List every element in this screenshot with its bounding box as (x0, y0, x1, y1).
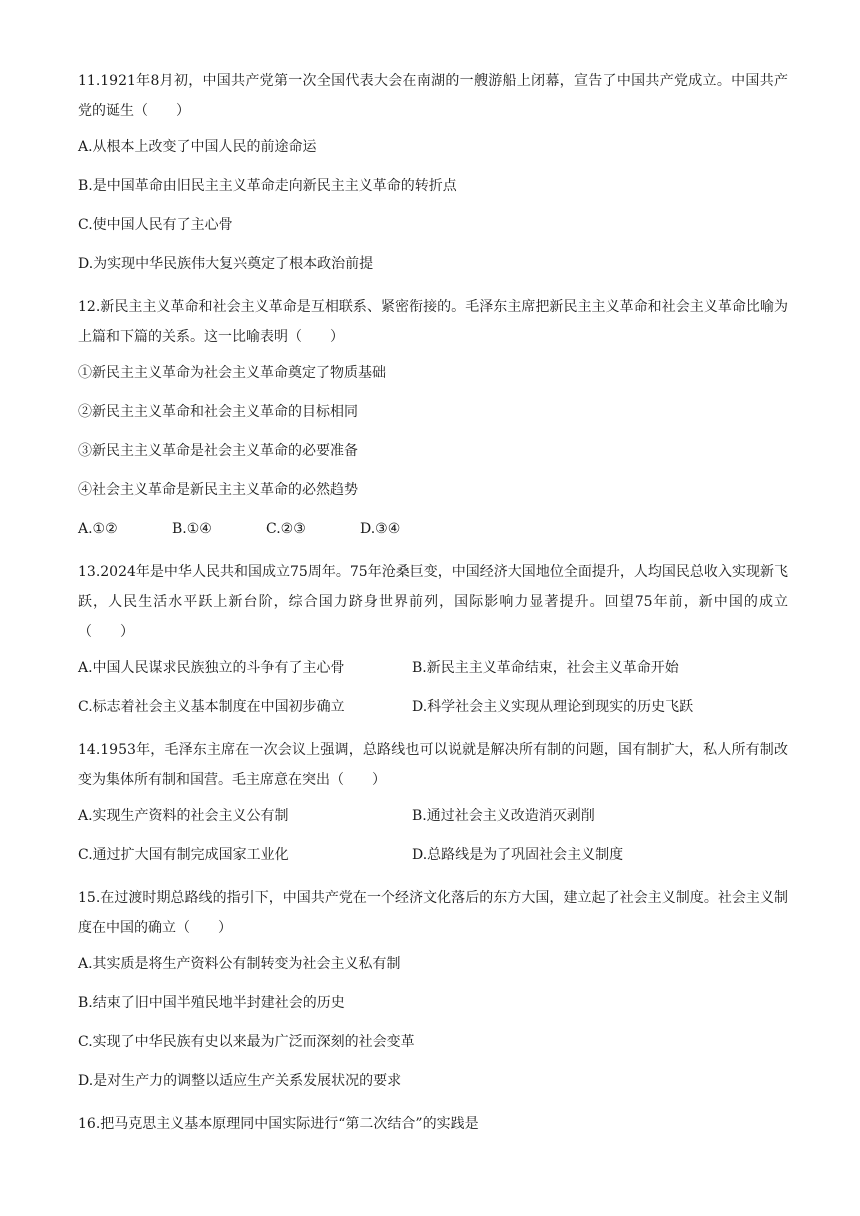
options-row (78, 657, 788, 679)
option-a: A.其实质是将生产资料公有制转变为社会主义私有制 (78, 956, 401, 972)
statement-2: ②新民主主义革命和社会主义革命的目标相同 (78, 404, 358, 420)
question-14 (78, 735, 788, 866)
question-12 (78, 292, 788, 540)
option-c: C.实现了中华民族有史以来最为广泛而深刻的社会变革 (78, 1034, 415, 1050)
question-stem: 16.把马克思主义基本原理同中国实际进行“第二次结合”的实践是 (78, 1116, 479, 1132)
option-a: A.从根本上改变了中国人民的前途命运 (78, 139, 317, 155)
option-b: B.新民主主义革命结束，社会主义革命开始 (412, 660, 679, 676)
options-row (78, 805, 788, 827)
question-16 (78, 1109, 788, 1139)
question-stem: 11.1921年8月初，中国共产党第一次全国代表大会在南湖的一艘游船上闭幕，宣告了中国共产党成立。中国共产党的诞生（ ） (78, 73, 788, 119)
option-b: B.是中国革命由旧民主主义革命走向新民主主义革命的转折点 (78, 178, 457, 194)
question-stem: 12.新民主主义革命和社会主义革命是互相联系、紧密衔接的。毛泽东主席把新民主主义革命和社会主义革命比喻为上篇和下篇的关系。这一比喻表明（ ） (78, 299, 788, 345)
statement-3: ③新民主主义革命是社会主义革命的必要准备 (78, 443, 358, 459)
option-d: D.总路线是为了巩固社会主义制度 (412, 847, 624, 863)
option-a: A.①② (78, 521, 118, 537)
option-d: D.科学社会主义实现从理论到现实的历史飞跃 (412, 699, 694, 715)
option-b: B.结束了旧中国半殖民地半封建社会的历史 (78, 995, 345, 1011)
option-c: C.标志着社会主义基本制度在中国初步确立 (78, 699, 345, 715)
options-row (78, 696, 788, 718)
option-b: B.①④ (172, 521, 212, 537)
option-a: A.实现生产资料的社会主义公有制 (78, 808, 289, 824)
option-c: C.通过扩大国有制完成国家工业化 (78, 847, 289, 863)
question-15 (78, 883, 788, 1092)
statement-1: ①新民主主义革命为社会主义革命奠定了物质基础 (78, 365, 386, 381)
question-stem: 15.在过渡时期总路线的指引下，中国共产党在一个经济文化落后的东方大国，建立起了社会主义制度。社会主义制度在中国的确立（ ） (78, 890, 788, 936)
option-b: B.通过社会主义改造消灭剥削 (412, 808, 595, 824)
option-d: D.为实现中华民族伟大复兴奠定了根本政治前提 (78, 256, 374, 272)
question-13 (78, 557, 788, 718)
option-c: C.②③ (266, 521, 306, 537)
option-d: D.③④ (360, 521, 401, 537)
option-c: C.使中国人民有了主心骨 (78, 217, 233, 233)
question-stem: 13.2024年是中华人民共和国成立75周年。75年沧桑巨变，中国经济大国地位全面提升，人均国民总收入实现新飞跃，人民生活水平跃上新台阶，综合国力跻身世界前列，国际影响力显著提升。回望75年前，新中国的成立（ ） (78, 564, 788, 640)
options-row (78, 518, 788, 540)
option-a: A.中国人民谋求民族独立的斗争有了主心骨 (78, 660, 345, 676)
question-stem: 14.1953年，毛泽东主席在一次会议上强调，总路线也可以说就是解决所有制的问题，国有制扩大，私人所有制改变为集体所有制和国营。毛主席意在突出（ ） (78, 742, 788, 788)
option-d: D.是对生产力的调整以适应生产关系发展状况的要求 (78, 1073, 402, 1089)
statement-4: ④社会主义革命是新民主主义革命的必然趋势 (78, 482, 358, 498)
question-11 (78, 66, 788, 275)
options-row (78, 844, 788, 866)
